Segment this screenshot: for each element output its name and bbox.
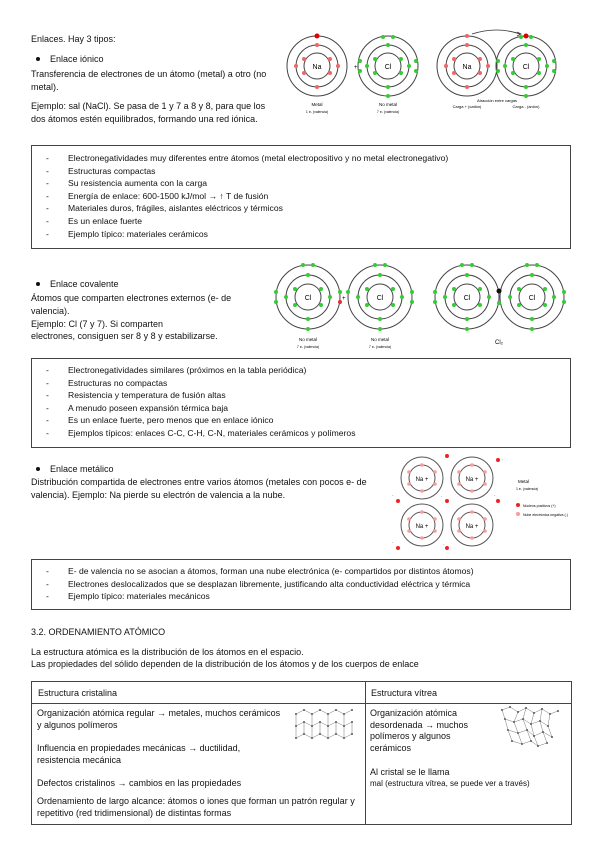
list-item: - Es un enlace fuerte, pero menos que en enlace iónico	[46, 414, 356, 427]
nometal-label: No metal	[298, 337, 318, 342]
metallic-title-label: Enlace metálico	[50, 464, 114, 474]
nometal-sublabel: 7 e- (valencia)	[296, 345, 320, 349]
bullet-icon	[36, 57, 40, 61]
metal-sublabel: 1 e- (valencia)	[516, 487, 539, 491]
metal-label: Metal	[311, 102, 323, 107]
covalent-example-2: electrones, consiguen ser 8 y 8 y estabilizarse.	[31, 331, 218, 341]
section-paragraph-1: La estructura atómica es la distribución de los átomos en el espacio.	[31, 647, 304, 657]
covalent-example-1: Ejemplo: Cl (7 y 7). Si comparten	[31, 319, 164, 329]
svg-text:-: -	[441, 493, 443, 498]
cl2-label: Cl₂	[495, 340, 503, 346]
anion-label: Carga - (anión)	[512, 104, 540, 109]
ionic-bond-diagram	[282, 28, 572, 128]
na-plus-label: Na +	[465, 477, 479, 483]
crystal-text-3: Defectos cristalinos → cambios en las propiedades	[37, 778, 242, 788]
list-item: - Electrones deslocalizados que se desplazan libremente, justificando alta conductividad eléctrica y térmica	[46, 578, 474, 591]
cl-label: Cl	[463, 295, 471, 302]
na-plus-label: Na +	[415, 477, 429, 483]
intro-text: Enlaces. Hay 3 tipos:	[31, 34, 116, 44]
cation-label: Carga + (catión)	[452, 104, 482, 109]
metallic-properties-list	[46, 565, 474, 603]
metal-sublabel: 1 e- (valencia)	[305, 110, 329, 114]
svg-text:-: -	[443, 541, 445, 546]
svg-text:+: +	[354, 65, 358, 71]
svg-text:-: -	[392, 492, 394, 497]
cl-label: Cl	[522, 64, 530, 71]
nometal-label: No metal	[378, 102, 398, 107]
section-heading: 3.2. ORDENAMIENTO ATÓMICO	[31, 627, 166, 637]
na-label: Na	[312, 64, 322, 71]
metallic-title	[36, 464, 114, 474]
list-item: - Electronegatividades muy diferentes entre átomos (metal electropositivo y no metal electronegativo)	[46, 152, 448, 165]
glass-text-1: Organización atómica desordenada → muchos polímeros y algunos cerámicos	[370, 708, 469, 753]
cl-label: Cl	[304, 295, 312, 302]
bullet-icon	[36, 467, 40, 471]
crystal-lattice-icon	[292, 708, 356, 748]
header-crystal-label: Estructura cristalina	[38, 688, 118, 698]
glass-structure-icon	[496, 704, 562, 750]
bullet-icon	[36, 282, 40, 286]
section-paragraph-2: Las propiedades del sólido dependen de la distribución de los átomos y de los cuerpos de enlace	[31, 659, 419, 669]
nometal-sublabel: 7 e- (valencia)	[368, 345, 392, 349]
na-label: Na	[462, 64, 472, 71]
table-header-glass	[365, 681, 572, 704]
nometal-label: No metal	[370, 337, 390, 342]
metallic-desc: Distribución compartida de electrones entre varios átomos (metales con pocos e- de valencia). Ejemplo: Na pierde su electrón de valencia a la nube.	[31, 477, 367, 500]
covalent-title	[36, 279, 119, 289]
na-plus-label: Na +	[465, 524, 479, 530]
list-item: - Ejemplo típico: materiales mecánicos	[46, 590, 474, 603]
ionic-properties-list	[46, 152, 448, 240]
ionic-example: Ejemplo: sal (NaCl). Se pasa de 1 y 7 a 8 y 8, para que los dos átomos estén equilibrados, formando una red iónica.	[31, 101, 266, 124]
ionic-title	[36, 54, 104, 64]
list-item: - Estructuras compactas	[46, 165, 448, 178]
attraction-label: Atracción entre cargas	[476, 98, 518, 103]
list-item: - Energía de enlace: 600-1500 kJ/mol → ↑ T de fusión	[46, 190, 448, 203]
ionic-desc: Transferencia de electrones de un átomo (metal) a otro (no metal).	[31, 69, 267, 92]
svg-text:-: -	[494, 492, 496, 497]
list-item: - A menudo poseen expansión térmica baja	[46, 402, 356, 415]
nometal-sublabel: 7 e- (valencia)	[376, 110, 400, 114]
covalent-bond-diagram	[268, 258, 580, 358]
list-item: - Es un enlace fuerte	[46, 215, 448, 228]
svg-text:+: +	[342, 296, 346, 302]
glass-text-2a: Al cristal se le llama	[370, 767, 450, 777]
nucleos-label: Núcleos positivos (+)	[523, 504, 556, 508]
list-item: - Resistencia y temperatura de fusión altas	[46, 389, 356, 402]
crystal-text-1: Organización atómica regular → metales, muchos cerámicos y algunos polímeros	[37, 708, 281, 730]
list-item: - E- de valencia no se asocian a átomos, forman una nube electrónica (e- compartidos por distintos átomos)	[46, 565, 474, 578]
svg-text:-: -	[502, 456, 504, 461]
list-item: - Ejemplos típicos: enlaces C-C, C-H, C-N, materiales cerámicos y polímeros	[46, 427, 356, 440]
metallic-bond-diagram	[390, 452, 570, 552]
list-item: - Estructuras no compactas	[46, 377, 356, 390]
crystal-text-4: Ordenamiento de largo alcance: átomos o iones que forman un patrón regular y repetitivo (red tridimensional) de distintas formas	[37, 796, 355, 818]
metal-label: Metal	[518, 479, 530, 484]
cl-label: Cl	[384, 64, 392, 71]
list-item: - Materiales duros, frágiles, aislantes eléctricos y térmicos	[46, 202, 448, 215]
list-item: - Ejemplo típico: materiales cerámicos	[46, 228, 448, 241]
covalent-title-label: Enlace covalente	[50, 279, 119, 289]
list-item: - Electronegatividades similares (próximos en la tabla periódica)	[46, 364, 356, 377]
crystal-text-2: Influencia en propiedades mecánicas → ductilidad, resistencia mecánica	[37, 743, 241, 765]
svg-text:-: -	[392, 539, 394, 544]
nube-label: Nube electrónica negativa (-)	[523, 513, 568, 517]
glass-text-2b: mal (estructura vítrea, se puede ver a través)	[370, 779, 530, 788]
header-glass-label: Estructura vítrea	[371, 688, 438, 698]
list-item: - Su resistencia aumenta con la carga	[46, 177, 448, 190]
na-plus-label: Na +	[415, 524, 429, 530]
ionic-title-label: Enlace iónico	[50, 54, 104, 64]
covalent-properties-list	[46, 364, 356, 440]
cl-label: Cl	[528, 295, 536, 302]
cl-label: Cl	[376, 295, 384, 302]
covalent-desc: Átomos que comparten electrones externos (e- de valencia).	[31, 293, 232, 316]
table-header-crystal	[31, 681, 366, 704]
